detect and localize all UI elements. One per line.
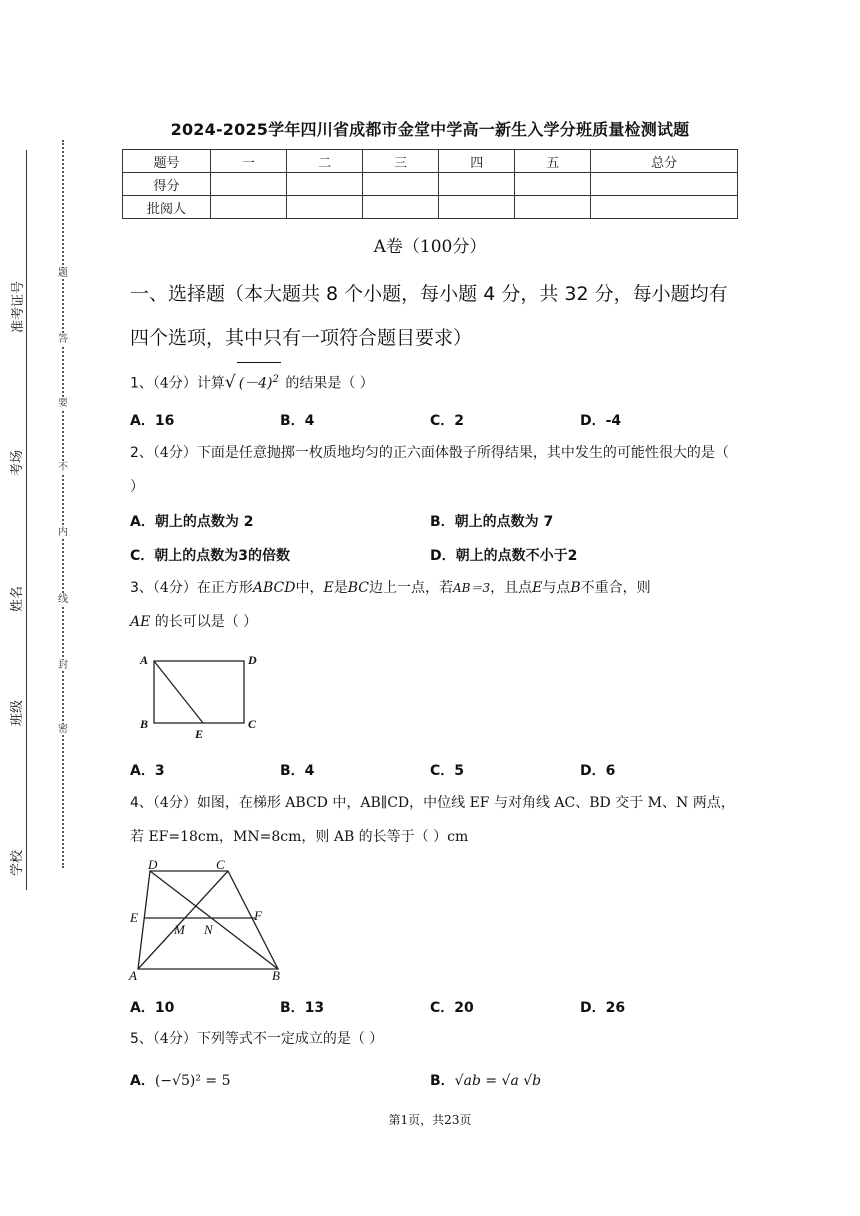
seal-word: 内 [58,527,68,538]
table-cell[interactable] [211,196,287,219]
option-a[interactable]: A．3 [130,763,165,779]
segment-ae [154,661,203,723]
trapezoid-figure [128,856,288,984]
option-c[interactable]: C．5 [430,763,465,779]
math-term: B [570,580,581,596]
exam-title: 2024-2025学年四川省成都市金堂中学高一新生入学分班质量检测试题 [170,120,690,139]
section-heading: 一、选择题（本大题共 8 个小题，每小题 4 分，共 32 分，每小题均有四个选项，其中只有一项符合题目要求） [130,283,728,349]
score-table-row [123,196,738,219]
option-b[interactable]: B．√ab = √a √b [430,1073,542,1089]
option-d[interactable]: D．朝上的点数不小于2 [430,548,578,564]
table-cell: 总分 [591,150,738,173]
question-text: 中， [295,580,324,596]
option-b[interactable]: B．13 [280,1000,325,1016]
score-table-row [123,173,738,196]
table-cell[interactable] [439,196,515,219]
table-cell[interactable] [363,196,439,219]
table-cell[interactable] [515,196,591,219]
option-a[interactable]: A．10 [130,1000,175,1016]
question-number: 4、 [130,795,153,811]
math-term: BC [347,580,369,596]
table-cell[interactable] [287,196,363,219]
class-label: 班级 [10,700,25,727]
seal-word: 答 [58,334,68,345]
option-a[interactable]: A．16 [130,413,175,429]
option-c[interactable]: C．朝上的点数为3的倍数 [130,548,291,564]
table-cell[interactable] [211,173,287,196]
question-text: ，且点 [490,580,533,596]
option-b[interactable]: B．4 [280,413,315,429]
question-text: 与点 [542,580,571,596]
label-b: B [272,968,280,983]
table-cell: 一 [211,150,287,173]
school-label: 学校 [10,850,25,877]
table-cell: 四 [439,150,515,173]
label-c: C [248,717,257,731]
seal-word: 线 [58,594,68,605]
square-abcd [154,661,244,723]
question-text: 的长可以是（ ） [150,614,258,630]
option-c[interactable]: C．20 [430,1000,474,1016]
math-term: AB＝3 [452,581,491,595]
option-d[interactable]: D．-4 [580,413,622,429]
question-text: 计算 [196,375,225,392]
question-points: （4分） [152,445,197,461]
question-text: 下列等式不一定成立的是（ ） [196,1031,384,1047]
exam-room-label: 考场 [10,450,25,477]
binding-line [26,150,27,890]
label-a: A [129,968,137,983]
table-cell[interactable] [591,196,738,219]
question-text: 不重合，则 [580,580,651,596]
question-text: 是 [333,580,348,596]
question-text: 边上一点，若 [368,580,453,596]
option-b[interactable]: B．朝上的点数为 7 [430,514,554,530]
label-m: M [174,922,185,937]
seal-word: 题 [58,268,68,279]
question-5 [130,1022,740,1056]
question-points: （4分） [152,580,197,596]
table-cell: 五 [515,150,591,173]
radicand-text: (－4) [238,375,273,392]
table-cell[interactable] [363,173,439,196]
label-e: E [195,727,204,740]
math-term: ABCD [252,580,296,596]
option-c[interactable]: C．2 [430,413,465,429]
option-a[interactable]: A．朝上的点数为 2 [130,514,254,530]
label-d: D [248,653,257,667]
table-cell[interactable] [287,173,363,196]
seal-word: 密 [58,724,68,735]
math-term: AE [130,614,151,630]
table-cell[interactable] [591,173,738,196]
question-text: 的结果是（ ） [280,375,374,392]
question-points: （4分） [152,795,197,811]
square-figure [134,650,264,740]
label-e: E [130,910,138,925]
table-cell[interactable] [515,173,591,196]
option-b[interactable]: B．4 [280,763,315,779]
label-a: A [140,653,149,667]
question-number: 1、 [130,375,153,392]
score-table-header-row [123,150,738,173]
question-1 [130,362,740,401]
label-c: C [216,857,225,872]
label-n: N [204,922,213,937]
table-cell: 得分 [123,173,211,196]
seal-word: 不 [58,462,68,473]
seal-word: 要 [58,398,68,409]
question-number: 2、 [130,445,153,461]
question-points: （4分） [152,375,197,392]
question-number: 5、 [130,1031,153,1047]
exponent: 2 [272,374,279,385]
label-d: D [148,857,158,872]
table-cell: 三 [363,150,439,173]
math-term: E [532,580,543,596]
option-d[interactable]: D．26 [580,1000,626,1016]
seal-word: 封 [58,660,68,671]
table-cell[interactable] [439,173,515,196]
option-a[interactable]: A．(−√5)² = 5 [130,1073,231,1089]
table-cell: 批阅人 [123,196,211,219]
table-cell: 二 [287,150,363,173]
question-text: 下面是任意抛掷一枚质地均匀的正六面体骰子所得结果，其中发生的可能性很大的是（ ） [130,445,729,495]
option-d[interactable]: D．6 [580,763,616,779]
question-text: 在正方形 [196,580,253,596]
question-3 [130,571,740,639]
exam-id-label: 准考证号 [11,281,26,334]
question-points: （4分） [152,1031,197,1047]
table-cell: 题号 [123,150,211,173]
question-text: 如图，在梯形 ABCD 中，AB∥CD，中位线 EF 与对角线 AC、BD 交于 M、N 两点，若 EF=18cm，MN=8cm，则 AB 的长等于（ ）cm [130,795,735,845]
question-2 [130,436,740,504]
math-term: E [323,580,334,596]
name-label: 姓名 [10,586,25,613]
question-4 [130,786,740,854]
score-table [122,149,738,219]
label-b: B [140,717,149,731]
radicand [237,362,281,401]
volume-heading: A卷（100分） [373,237,487,257]
question-number: 3、 [130,580,153,596]
page-footer: 第1页，共23页 [388,1113,472,1127]
radical-sign: √ [224,372,236,393]
label-f: F [254,908,262,923]
